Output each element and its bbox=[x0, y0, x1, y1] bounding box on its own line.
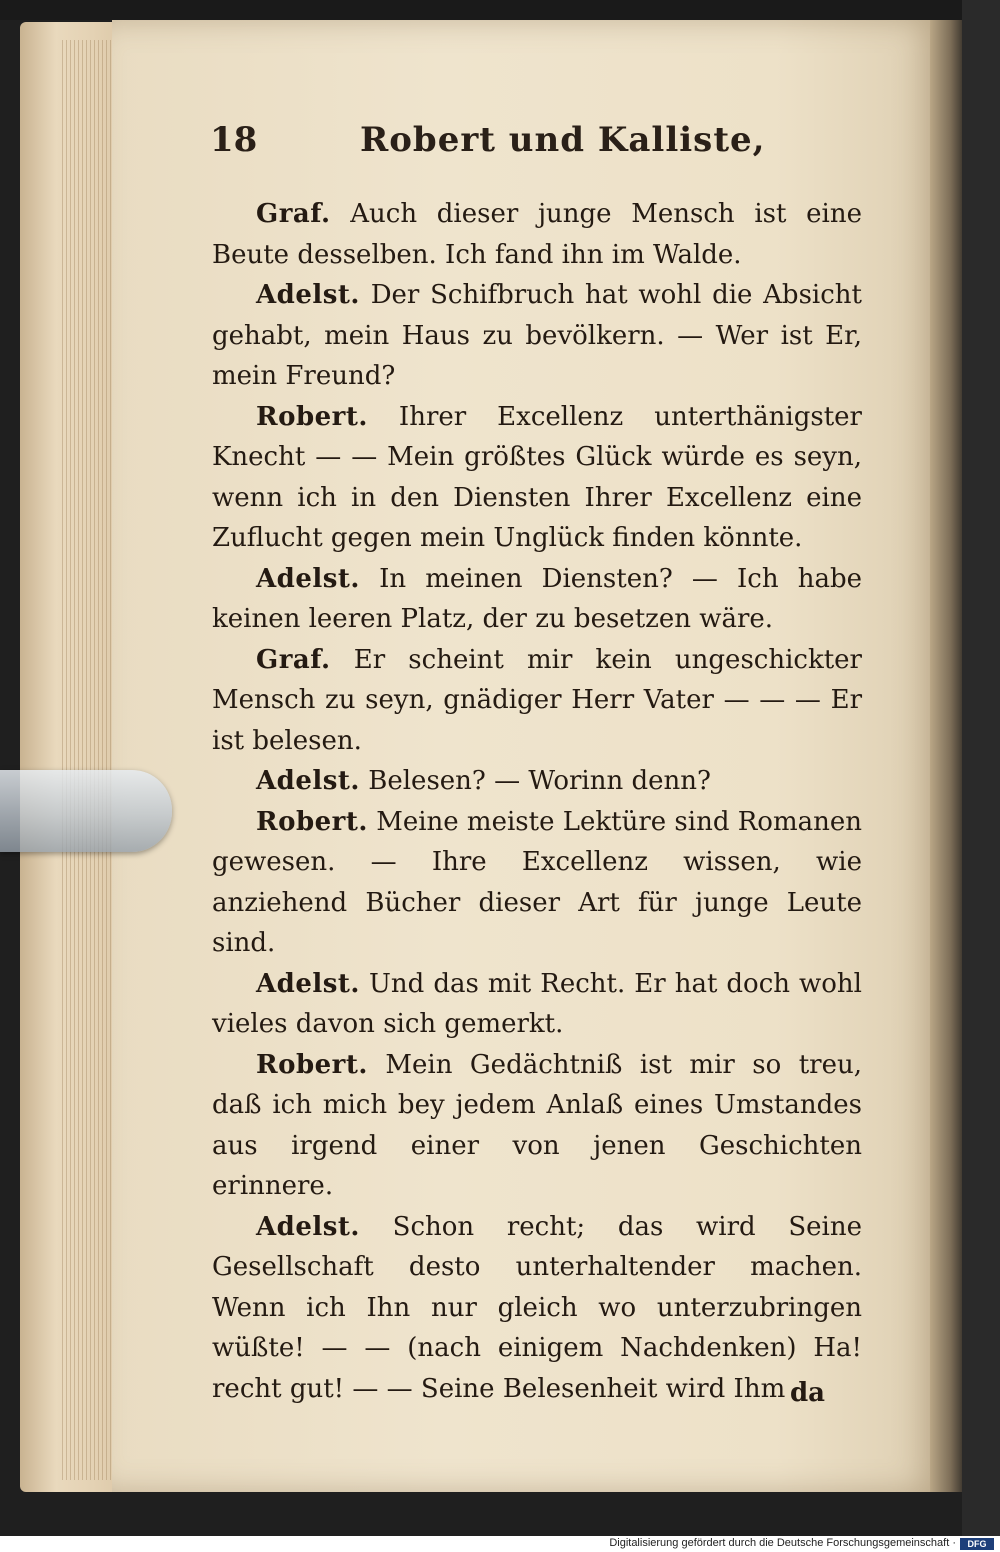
dialogue-paragraph bbox=[212, 1207, 862, 1410]
speaker-name: Adelst. bbox=[256, 968, 360, 999]
dialogue-paragraph bbox=[212, 1045, 862, 1207]
dialogue-text: In meinen Diensten? — Ich habe keinen leeren Platz, der zu besetzen wäre. bbox=[212, 563, 862, 634]
funding-credit: Digitalisierung gefördert durch die Deutsche Forschungsgemeinschaft · bbox=[609, 1537, 956, 1549]
dialogue-paragraph bbox=[212, 397, 862, 559]
dialogue-text: Ihrer Excellenz unterthänigster Knecht — — Mein größtes Glück würde es seyn, wenn ich in den Diensten Ihrer Excellenz eine Zuflucht gegen mein Unglück finden könnte. bbox=[212, 401, 862, 553]
spine-shadow bbox=[930, 20, 964, 1492]
dialogue-text: Und das mit Recht. Er hat doch wohl vieles davon sich gemerkt. bbox=[212, 968, 862, 1039]
speaker-name: Robert. bbox=[256, 1049, 368, 1080]
dialogue-text: Auch dieser junge Mensch ist eine Beute desselben. Ich fand ihn im Walde. bbox=[212, 199, 862, 270]
dialogue-paragraph bbox=[212, 275, 862, 397]
dialogue-paragraph bbox=[212, 194, 862, 275]
page-clip bbox=[0, 770, 172, 852]
dialogue-paragraph bbox=[212, 802, 862, 964]
dialogue-text: Mein Gedächtniß ist mir so treu, daß ich mich bey jedem Anlaß eines Umstandes aus irgend einer von jenen Geschichten erinnere. bbox=[212, 1049, 862, 1201]
speaker-name: Adelst. bbox=[256, 280, 360, 310]
dialogue-text: Er scheint mir kein ungeschickter Mensch zu seyn, gnädiger Herr Vater — — — Er ist belesen. bbox=[212, 644, 862, 756]
scan-right-edge bbox=[962, 0, 1000, 1536]
speaker-name: Adelst. bbox=[256, 1211, 360, 1242]
dialogue-paragraph bbox=[212, 761, 862, 802]
dialogue-paragraph bbox=[212, 559, 862, 640]
dialogue-text: Der Schifbruch hat wohl die Absicht gehabt, mein Haus zu bevölkern. — Wer ist Er, mein Freund? bbox=[212, 280, 862, 391]
speaker-name: Graf. bbox=[256, 644, 331, 675]
speaker-name: Robert. bbox=[256, 401, 368, 432]
page-number: 18 bbox=[210, 120, 258, 160]
dfg-logo: DFG bbox=[960, 1538, 994, 1550]
dialogue-text: Meine meiste Lektüre sind Romanen gewesen. — Ihre Excellenz wissen, wie anziehend Bücher dieser Art für junge Leute sind. bbox=[212, 806, 862, 958]
dialogue-text: Belesen? — Worinn denn? bbox=[359, 766, 711, 796]
speaker-name: Adelst. bbox=[256, 766, 360, 796]
speaker-name: Robert. bbox=[256, 806, 368, 837]
scan-top-edge bbox=[0, 0, 1000, 20]
page-text bbox=[212, 194, 862, 1409]
dialogue-paragraph bbox=[212, 640, 862, 762]
catchword: da bbox=[790, 1378, 826, 1408]
dialogue-text: Schon recht; das wird Seine Gesellschaft desto unterhaltender machen. Wenn ich Ihn nur gleich wo unterzubringen wüßte! — — (nach einigem Nachdenken) Ha! recht gut! — — Seine Belesenheit wird Ihm bbox=[212, 1211, 862, 1404]
running-title: Robert und Kalliste, bbox=[360, 120, 766, 160]
page-header bbox=[210, 120, 870, 170]
dialogue-paragraph bbox=[212, 964, 862, 1045]
speaker-name: Graf. bbox=[256, 199, 331, 229]
speaker-name: Adelst. bbox=[256, 563, 360, 594]
